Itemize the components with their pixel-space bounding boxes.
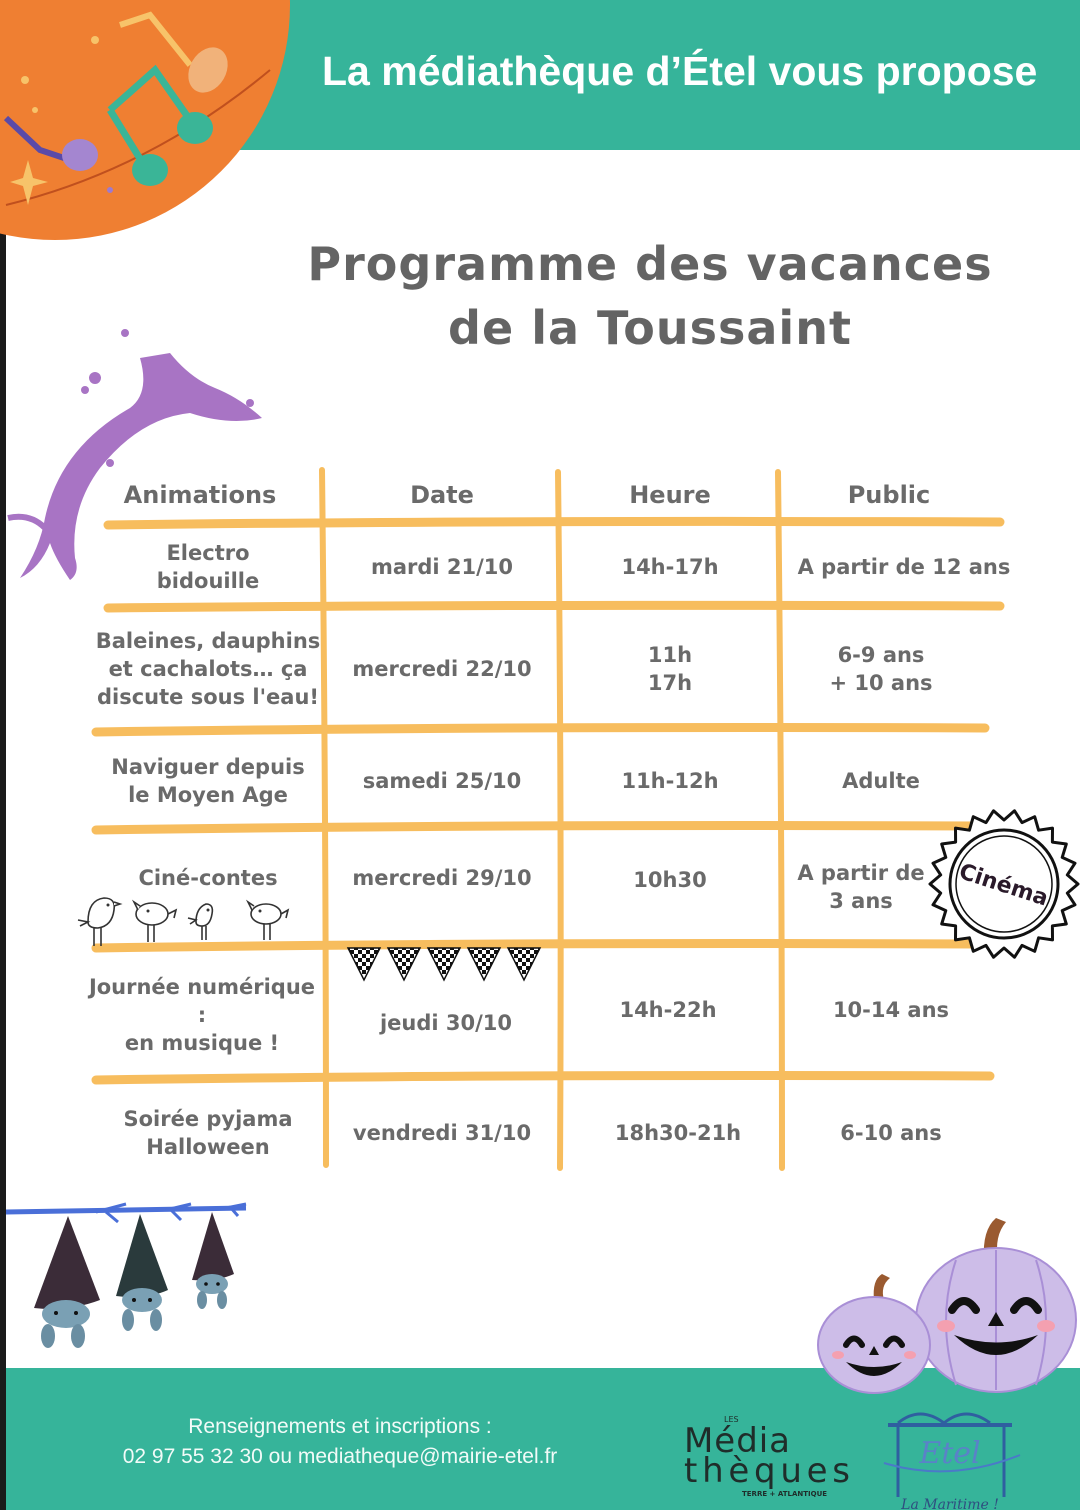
birds-icon [74,892,294,952]
etel-logo-name: Etel [919,1436,981,1471]
etel-logo [880,1405,1030,1510]
page-title-line-2: de la Toussaint [448,301,852,355]
cell-animation: Journée numérique : en musique ! [88,975,316,1055]
grid-line-h0 [108,521,1000,525]
cell-animation: Electro bidouille [156,541,260,593]
logo-subtitle: TERRE + ATLANTIQUE [742,1490,828,1498]
cell-public: A partir de 3 ans [797,861,925,913]
cinema-stamp [928,806,1080,962]
hanging-bats-icon [6,1200,266,1350]
cell-date: mercredi 22/10 [352,657,532,681]
svg-text:Média: Média [684,1421,790,1461]
page-title-line-1: Programme des vacances [307,237,993,291]
svg-text:thèques: thèques [684,1451,850,1491]
cell-public: 6-9 ans + 10 ans [829,643,933,695]
grid-line-v1 [322,470,326,1165]
cell-heure: 18h30-21h [614,1121,742,1145]
cell-heure: 14h-17h [621,555,719,579]
footer-line-1: Renseignements et inscriptions : [188,1415,492,1438]
cell-date: jeudi 30/10 [379,1011,513,1035]
cell-public: Adulte [842,769,920,793]
cell-heure: 11h 17h [647,643,693,695]
footer-line-2: 02 97 55 32 30 ou mediatheque@mairie-etel.fr [122,1445,558,1468]
header-animations: Animations [123,481,277,509]
cell-public: 6-10 ans [840,1121,942,1145]
cell-animation: Baleines, dauphins et cachalots… ça discute sous l'eau! [95,629,321,709]
cell-heure: 10h30 [633,868,707,892]
header-heure: Heure [629,481,711,509]
grid-line-h1 [108,605,1000,608]
cell-date: mardi 21/10 [370,555,514,579]
pumpkins-icon [806,1200,1080,1400]
cell-heure: 11h-12h [621,769,719,793]
grid-line-v2 [558,472,561,1168]
checkered-bunting-icon [346,946,546,986]
page-title [300,232,1000,360]
grid-line-h2 [96,728,985,733]
cell-public: 10-14 ans [832,998,950,1022]
cell-heure: 14h-22h [619,998,717,1022]
header-title: La médiathèque d’Étel vous propose [322,48,1038,94]
cell-animation: Soirée pyjama Halloween [123,1107,293,1159]
cell-date: vendredi 31/10 [352,1121,532,1145]
cell-animation: Naviguer depuis le Moyen Age [111,755,305,807]
logo-les: LES [724,1415,739,1424]
mediatheques-logo [684,1410,864,1500]
etel-logo-tagline: La Maritime ! [901,1497,999,1510]
grid-line-h5 [96,1076,990,1081]
grid-line-h3 [96,826,980,831]
programme-table [0,460,1080,1180]
footer-contact [100,1412,580,1472]
header-public: Public [847,481,931,509]
cell-public: A partir de 12 ans [797,555,1011,579]
cell-animation: Ciné-contes [138,866,278,890]
music-notes-icon [0,0,300,240]
cell-date: samedi 25/10 [362,769,522,793]
cell-date: mercredi 29/10 [352,866,532,890]
header-date: Date [410,481,474,509]
grid-line-v3 [778,472,782,1168]
stamp-label: Cinéma [955,859,1052,912]
